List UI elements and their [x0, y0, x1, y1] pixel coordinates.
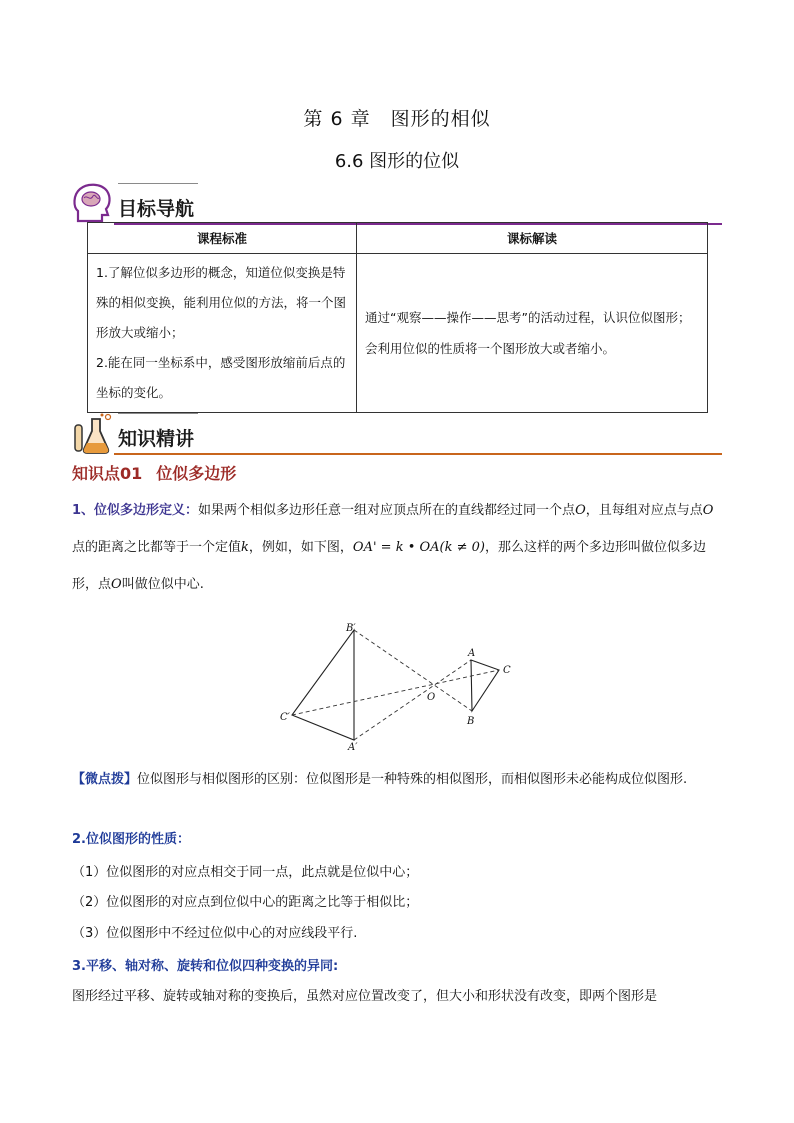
knowledge-point-heading: [72, 461, 236, 484]
interpretation-cell: 通过“观察——操作——思考”的活动过程，认识位似图形；会利用位似的性质将一个图形放大或者缩小。: [357, 254, 708, 413]
math-symbol: O: [111, 577, 122, 592]
definition-formula: OA' = k • OA(k ≠ 0): [352, 540, 486, 555]
label-b-prime: B′: [346, 623, 356, 634]
chapter-title: 第 6 章 图形的相似: [303, 108, 491, 130]
tip-paragraph: [72, 764, 724, 795]
table-header-row: [88, 223, 708, 254]
dashed-line-bb: [354, 630, 472, 711]
triangle-a-prime-b-prime-c-prime: [292, 630, 354, 740]
label-o: O: [427, 692, 436, 703]
definition-text: ，且每组对应点与点: [585, 503, 703, 518]
goal-navigation-banner: [70, 181, 722, 225]
definition-label: 1、位似多边形定义：: [72, 503, 199, 518]
definition-text: ，例如，如下图，: [248, 540, 353, 555]
definition-text: 点的距离之比都等于一个定值: [72, 540, 242, 555]
dashed-line-aa: [354, 660, 471, 740]
label-c-prime: C′: [280, 712, 290, 723]
math-symbol: k: [241, 540, 249, 555]
knowledge-point-number: 知识点01: [72, 464, 143, 483]
math-symbol: O: [575, 503, 586, 518]
property-item-2: （2）位似图形的对应点到位似中心的距离之比等于相似比；: [72, 895, 419, 910]
comparison-title-text: 3.平移、轴对称、旋转和位似四种变换的异同:: [72, 959, 339, 974]
banner-label: 目标导航: [118, 198, 195, 220]
math-symbol: O: [702, 503, 714, 518]
property-item-3: （3）位似图形中不经过位似中心的对应线段平行.: [72, 926, 358, 941]
table-header-interpretation: 课标解读: [357, 223, 708, 254]
knowledge-point-name: 位似多边形: [156, 464, 237, 483]
table-header-standard: 课程标准: [88, 223, 357, 254]
label-b: B: [467, 716, 475, 727]
label-c: C: [503, 665, 511, 676]
properties-title: [72, 830, 724, 850]
banner-underline: [114, 453, 722, 455]
dashed-line-cc: [292, 670, 499, 715]
banner-label: 知识精讲: [118, 428, 195, 450]
properties-title-text: 2.位似图形的性质：: [72, 832, 190, 847]
comparison-text: 图形经过平移、旋转或轴对称的变换后，虽然对应位置改变了，但大小和形状没有改变，即两个图形是: [72, 989, 658, 1004]
banner-top-rule: [118, 183, 198, 184]
knowledge-lecture-banner: [70, 411, 722, 455]
label-a-prime: A′: [348, 742, 358, 753]
flask-icon: [70, 411, 116, 455]
tip-text: 位似图形与相似图形的区别：位似图形是一种特殊的相似图形，而相似图形未必能构成位似图形.: [137, 772, 688, 787]
standard-item-2: 2.能在同一坐标系中，感受图形放缩前后点的坐标的变化。: [96, 355, 346, 400]
homothety-diagram: [276, 622, 516, 754]
label-a: A: [468, 648, 476, 659]
standard-item-1: 1.了解位似多边形的概念，知道位似变换是特殊的相似变换，能利用位似的方法，将一个图形放大或缩小；: [96, 265, 347, 340]
section-title: 6.6 图形的位似: [334, 151, 460, 172]
table-row: [88, 254, 708, 413]
standard-cell: [88, 254, 357, 413]
property-item-1: （1）位似图形的对应点相交于同一点，此点就是位似中心；: [72, 865, 419, 880]
triangle-abc: [471, 660, 499, 711]
tip-label: 【微点拨】: [72, 772, 138, 787]
banner-top-rule: [118, 413, 198, 414]
curriculum-standards-table: [87, 222, 708, 413]
definition-text: 叫做位似中心.: [121, 577, 204, 592]
brain-head-icon: [70, 181, 116, 225]
definition-paragraph: [72, 492, 724, 603]
definition-text: 如果两个相似多边形任意一组对应顶点所在的直线都经过同一个点: [198, 503, 576, 518]
comparison-title: [72, 952, 724, 982]
definition-text: ，那么这样的两个多边形叫做位似多边形，点: [72, 540, 707, 592]
